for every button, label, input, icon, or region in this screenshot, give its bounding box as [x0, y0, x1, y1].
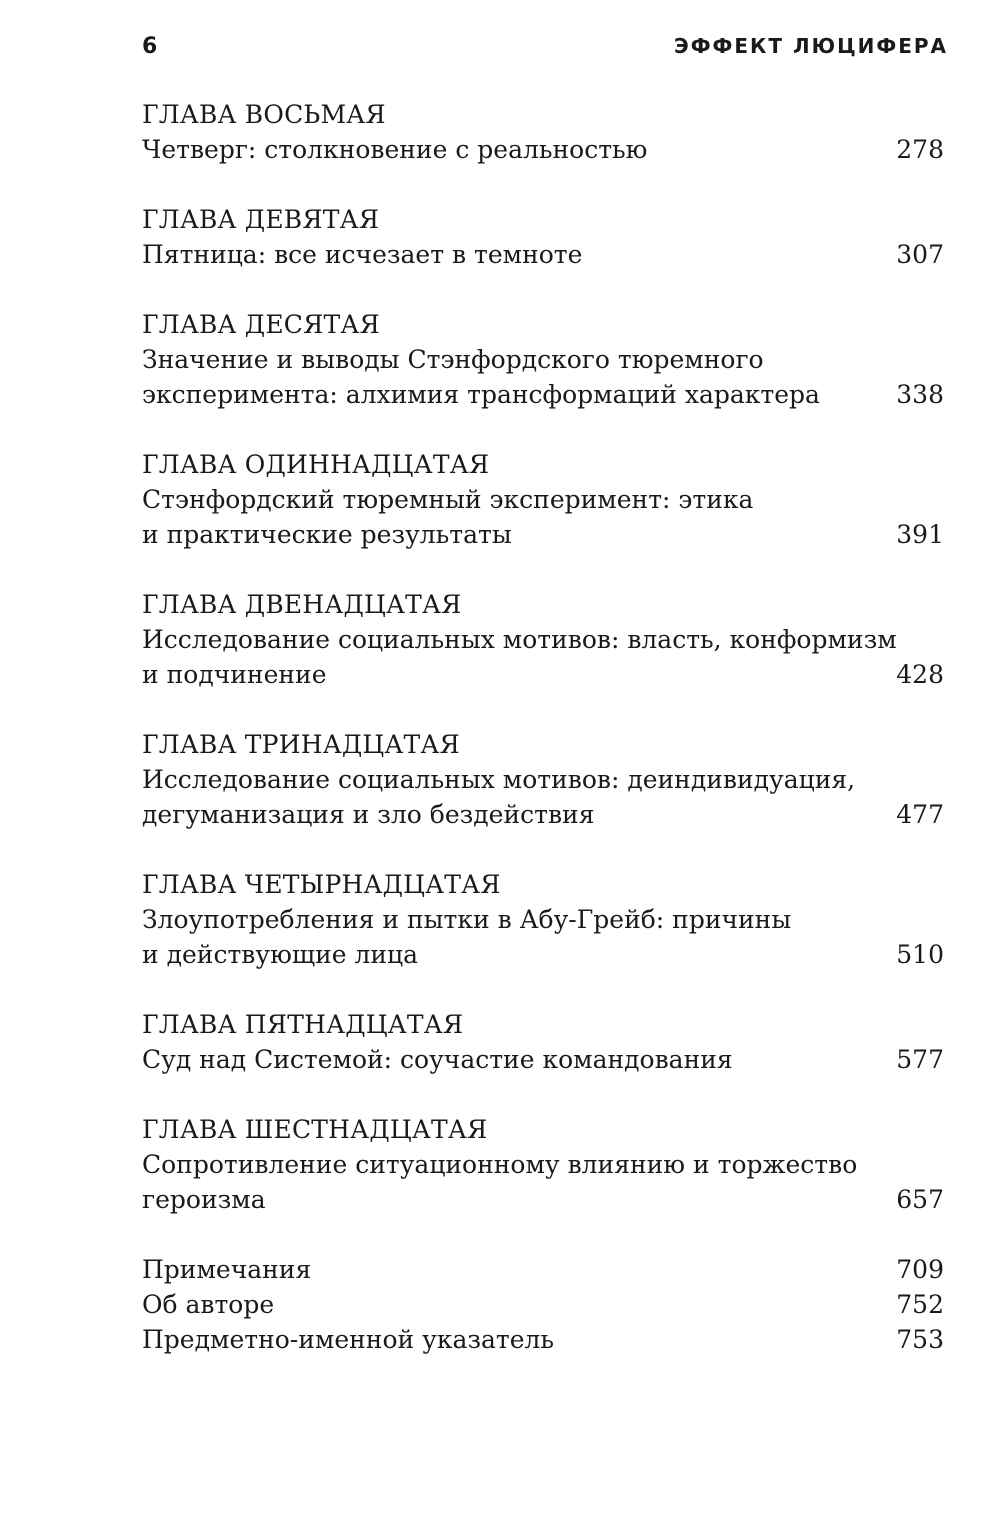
chapter-title [142, 1147, 857, 1217]
backmatter-title: Примечания [142, 1255, 312, 1284]
chapter-label: ГЛАВА ПЯТНАДЦАТАЯ [142, 1010, 464, 1039]
toc-entry-chapter-9[interactable] [142, 202, 944, 272]
toc-entry-chapter-13[interactable] [142, 727, 944, 832]
chapter-title-line: дегуманизация и зло бездействия [142, 800, 595, 829]
backmatter-list [142, 1252, 944, 1357]
chapter-title-row [142, 1147, 944, 1217]
chapter-title-line: Исследование социальных мотивов: деиндивидуация, [142, 765, 856, 794]
chapter-title-line: Стэнфордский тюремный эксперимент: этика [142, 485, 754, 514]
chapter-label: ГЛАВА ОДИННАДЦАТАЯ [142, 450, 490, 479]
toc-entry-notes[interactable] [142, 1252, 944, 1287]
chapter-title-line: Сопротивление ситуационному влиянию и торжество [142, 1150, 858, 1179]
page-ref: 709 [896, 1255, 944, 1284]
chapter-title [142, 1042, 733, 1077]
chapter-title-line: Четверг: столкновение с реальностью [142, 135, 648, 164]
chapter-title-row [142, 342, 944, 412]
page-ref: 391 [896, 520, 944, 549]
chapter-title-line: Суд над Системой: соучастие командования [142, 1045, 733, 1074]
chapter-title [142, 237, 582, 272]
chapter-title-row [142, 622, 944, 692]
page-ref: 278 [896, 135, 944, 164]
chapter-title-row [142, 902, 944, 972]
chapter-label: ГЛАВА ЧЕТЫРНАДЦАТАЯ [142, 870, 501, 899]
toc-entry-chapter-16[interactable] [142, 1112, 944, 1217]
page-ref: 428 [896, 660, 944, 689]
toc-entry-chapter-15[interactable] [142, 1007, 944, 1077]
toc-entry-chapter-10[interactable] [142, 307, 944, 412]
chapter-title-line: Исследование социальных мотивов: власть, конформизм [142, 625, 897, 654]
page-ref: 577 [896, 1045, 944, 1074]
backmatter-title: Об авторе [142, 1290, 275, 1319]
running-head [142, 34, 948, 64]
page-ref: 753 [896, 1325, 944, 1354]
page-ref: 338 [896, 380, 944, 409]
toc-entry-about-author[interactable] [142, 1287, 944, 1322]
toc-entry-chapter-8[interactable] [142, 97, 944, 167]
chapter-label: ГЛАВА ШЕСТНАДЦАТАЯ [142, 1115, 488, 1144]
page-number: 6 [142, 34, 158, 59]
chapter-title-line: и подчинение [142, 660, 327, 689]
chapter-title [142, 762, 855, 832]
page-ref: 477 [896, 800, 944, 829]
chapter-title [142, 132, 647, 167]
chapter-title-line: и действующие лица [142, 940, 419, 969]
chapter-title-line: Пятница: все исчезает в темноте [142, 240, 583, 269]
chapter-title-row [142, 762, 944, 832]
chapter-label: ГЛАВА ДЕСЯТАЯ [142, 310, 380, 339]
chapter-title-row [142, 482, 944, 552]
chapter-title-row [142, 132, 944, 167]
chapter-title-row [142, 1042, 944, 1077]
chapter-label: ГЛАВА ТРИНАДЦАТАЯ [142, 730, 460, 759]
chapter-title-line: Значение и выводы Стэнфордского тюремного [142, 345, 764, 374]
chapter-title [142, 622, 897, 692]
page-ref: 657 [896, 1185, 944, 1214]
chapter-title-row [142, 237, 944, 272]
toc-entry-chapter-12[interactable] [142, 587, 944, 692]
chapter-label: ГЛАВА ДЕВЯТАЯ [142, 205, 380, 234]
chapter-label: ГЛАВА ВОСЬМАЯ [142, 100, 386, 129]
chapter-title [142, 342, 820, 412]
book-title: ЭФФЕКТ ЛЮЦИФЕРА [674, 34, 948, 58]
chapter-title-line: героизма [142, 1185, 266, 1214]
chapter-title-line: Злоупотребления и пытки в Абу-Грейб: причины [142, 905, 792, 934]
backmatter-title: Предметно-именной указатель [142, 1325, 555, 1354]
toc-entry-chapter-11[interactable] [142, 447, 944, 552]
table-of-contents [142, 97, 944, 1357]
page-ref: 510 [896, 940, 944, 969]
toc-entry-chapter-14[interactable] [142, 867, 944, 972]
chapter-title [142, 482, 753, 552]
chapter-title-line: и практические результаты [142, 520, 512, 549]
page-ref: 752 [896, 1290, 944, 1319]
chapter-title [142, 902, 791, 972]
chapter-title-line: эксперимента: алхимия трансформаций характера [142, 380, 820, 409]
chapter-label: ГЛАВА ДВЕНАДЦАТАЯ [142, 590, 462, 619]
toc-entry-index[interactable] [142, 1322, 944, 1357]
page-ref: 307 [896, 240, 944, 269]
